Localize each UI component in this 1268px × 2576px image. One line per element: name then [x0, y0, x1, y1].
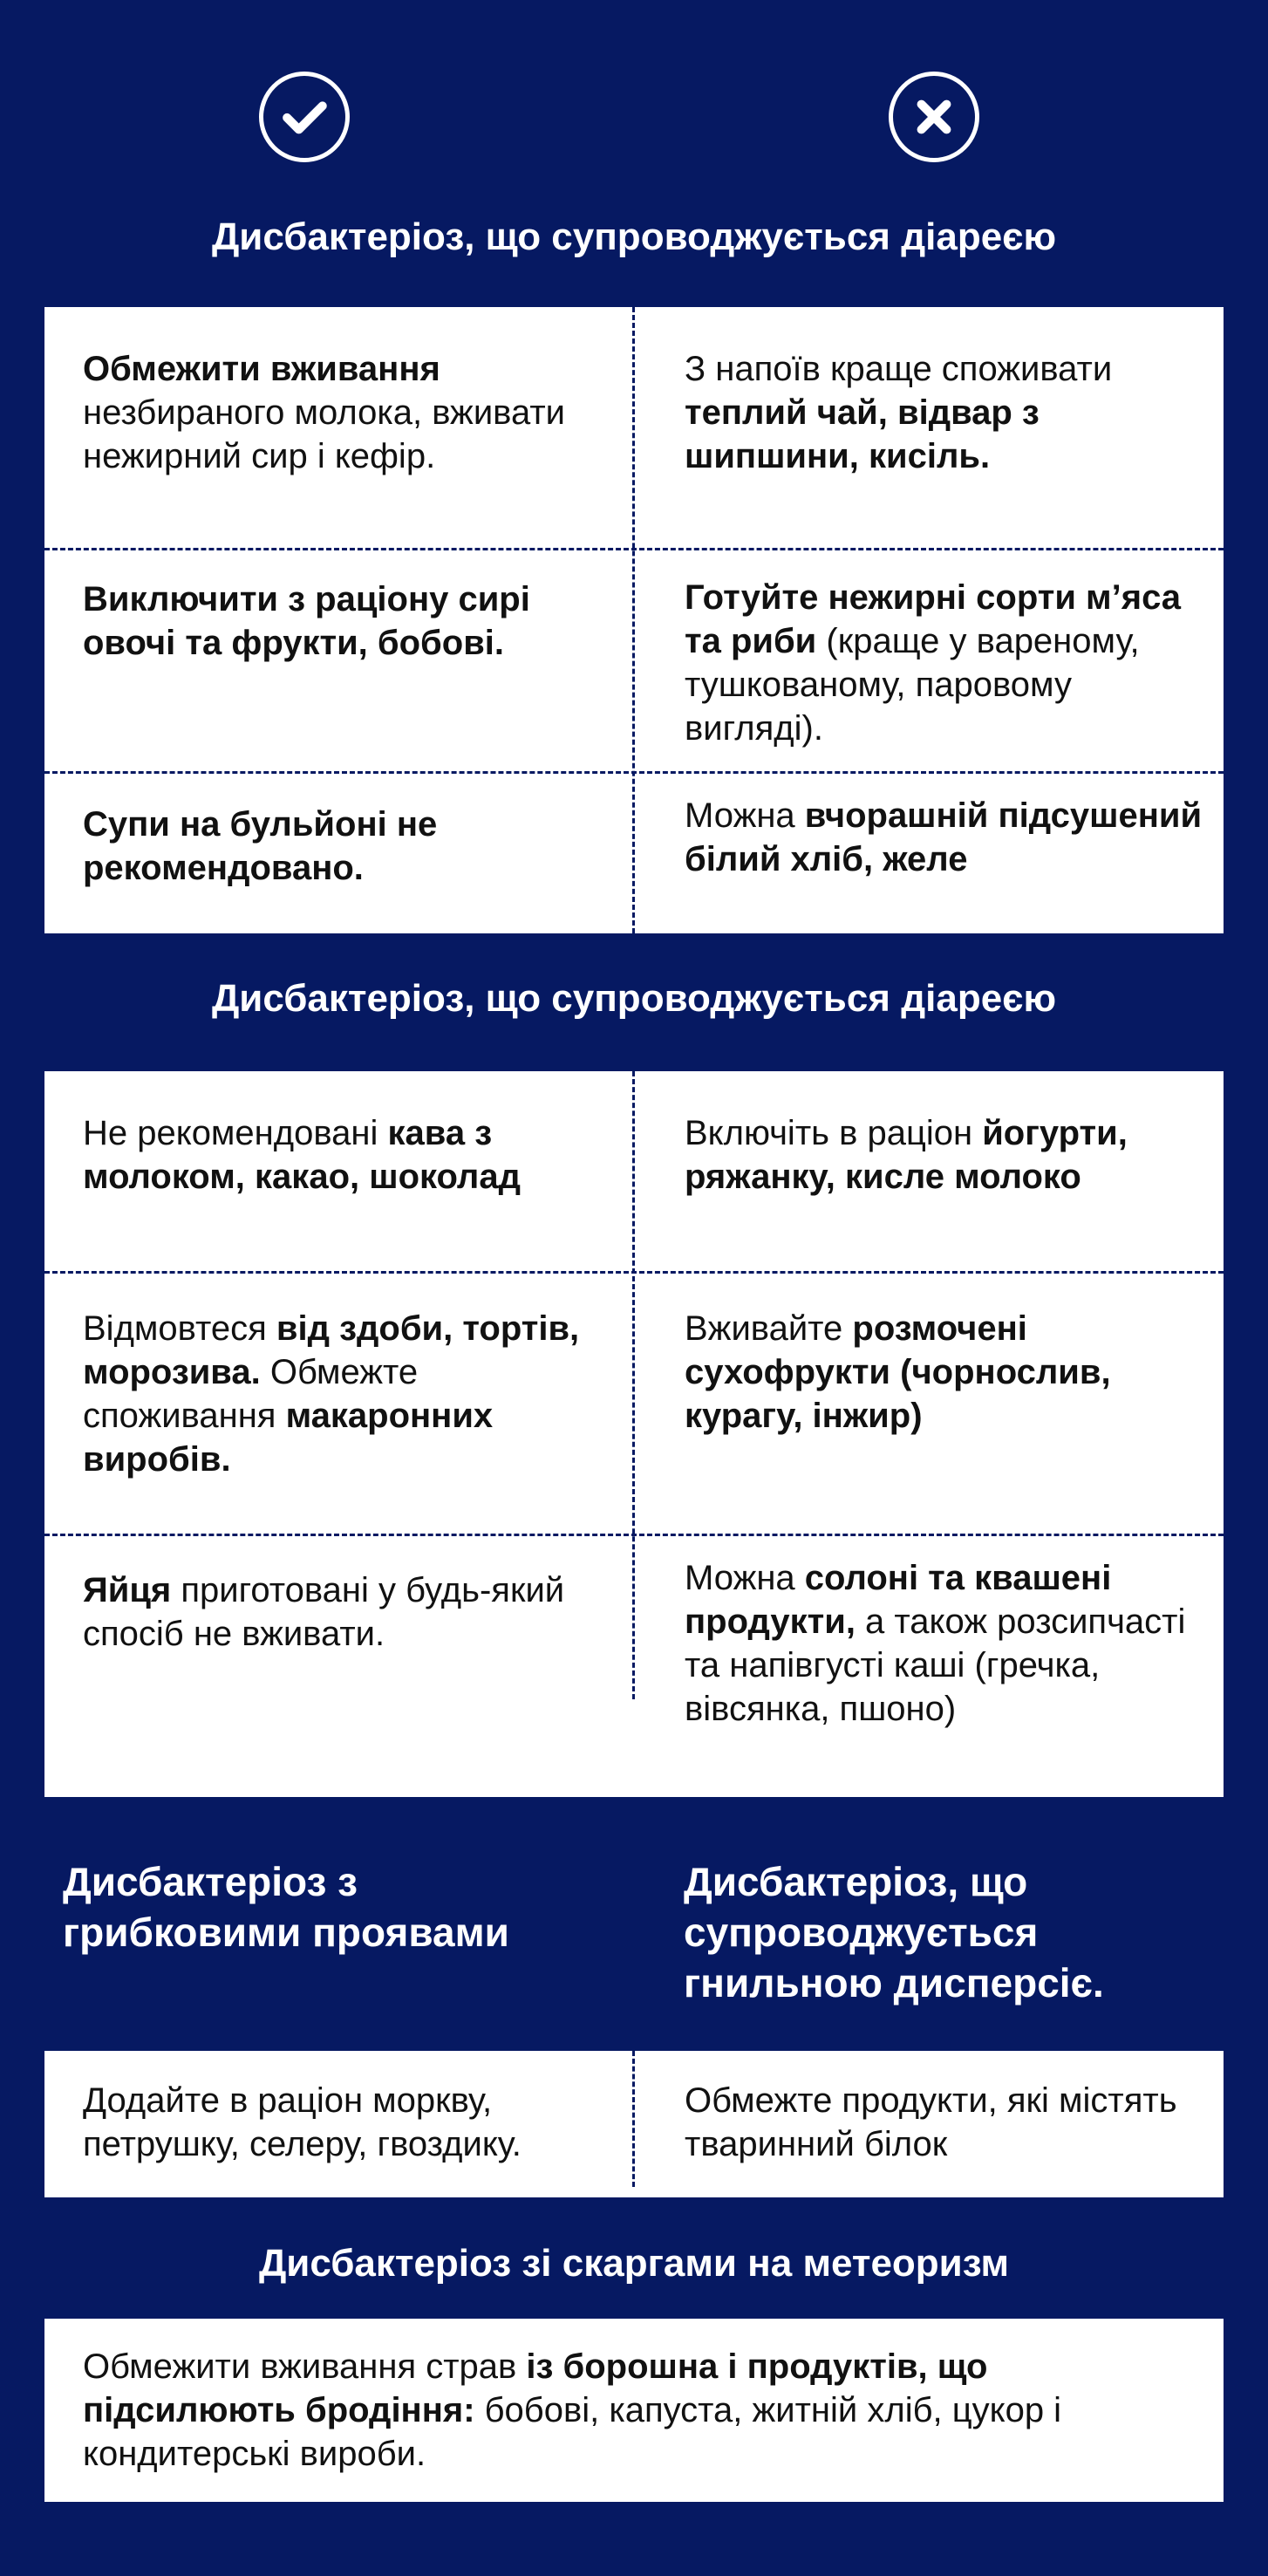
body-text: Не рекомендовані [83, 1114, 388, 1152]
tip-text [83, 2345, 1190, 2476]
emphasis-text: від здоби, тортів, морозива. [83, 1309, 580, 1391]
emphasis-text: Готуйте нежирні сорти м’яса та риби [685, 578, 1182, 660]
section1-card [44, 307, 1224, 933]
emphasis-text: Виключити з раціону сирі овочі та фрукти, бобові. [83, 580, 530, 662]
body-text: незбираного молока, вживати нежирний сир і кефір. [83, 393, 565, 475]
body-text: Вживайте [685, 1309, 853, 1348]
section3-right-title: Дисбактеріоз, що супроводжується гнильною дисперсіє. [684, 1859, 1104, 2005]
tip-text [685, 794, 1217, 881]
tip-text [83, 1111, 606, 1199]
emphasis-text: Обмежити вживання [83, 350, 440, 388]
section4-title: Дисбактеріоз зі скаргами на метеоризм [258, 2242, 1010, 2285]
check-icon [259, 72, 350, 162]
body-text: Додайте в раціон моркву, петрушку, селеру, гвоздику. [83, 2081, 522, 2163]
emphasis-text: макаронних виробів. [83, 1397, 494, 1479]
emphasis-text: кава з молоком, какао, шоколад [83, 1114, 521, 1196]
section3-left-title: Дисбактеріоз з грибковими проявами [63, 1859, 509, 1955]
row-divider [44, 1534, 1224, 1536]
body-text: Обмежте продукти, які містять тваринний білок [685, 2081, 1177, 2163]
row-divider [44, 1271, 1224, 1274]
emphasis-text: Яйця [83, 1571, 172, 1609]
tip-text [685, 1556, 1217, 1731]
emphasis-text: розмочені сухофрукти (чорнослив, курагу, інжир) [685, 1309, 1111, 1435]
tip-text [685, 1307, 1217, 1438]
row-divider [44, 548, 1224, 550]
tip-text [83, 803, 606, 890]
column-divider [632, 1071, 635, 1699]
section2-title: Дисбактеріоз, що супроводжується діареєю [211, 977, 1057, 1020]
emphasis-text: вчорашній підсушений білий хліб, желе [685, 796, 1203, 878]
cross-icon [889, 72, 979, 162]
section4-card [44, 2319, 1224, 2502]
emphasis-text: йогурти, ряжанку, кисле молоко [685, 1114, 1128, 1196]
emphasis-text: солоні та квашені продукти, [685, 1559, 1112, 1641]
tip-text [685, 1111, 1217, 1199]
tip-text [83, 1568, 606, 1656]
body-text: Можна [685, 1559, 805, 1597]
body-text: а також розсипчасті та напівгусті каші (гречка, вівсянка, пшоно) [685, 1602, 1186, 1728]
tip-text [83, 1307, 606, 1481]
body-text: Обмежте споживання [83, 1353, 419, 1435]
section3-card [44, 2051, 1224, 2197]
tip-text [83, 2079, 606, 2166]
section2-card [44, 1071, 1224, 1797]
section1-title: Дисбактеріоз, що супроводжується діареєю [211, 215, 1057, 258]
tip-text [83, 577, 606, 665]
header-icons [0, 0, 1268, 227]
body-text: Можна [685, 796, 805, 835]
row-divider [44, 771, 1224, 774]
tip-text [685, 576, 1217, 750]
body-text: приготовані у будь-який спосіб не вживати. [83, 1571, 565, 1653]
column-divider [632, 307, 635, 933]
body-text: Обмежити вживання страв [83, 2347, 527, 2386]
column-divider [632, 2051, 635, 2187]
body-text: Включіть в раціон [685, 1114, 983, 1152]
body-text: З напоїв краще споживати [685, 350, 1113, 388]
emphasis-text: теплий чай, відвар з шипшини, кисіль. [685, 393, 1040, 475]
emphasis-text: із борошна і продуктів, що підсилюють бродіння: [83, 2347, 988, 2429]
body-text: (краще у вареному, тушкованому, паровому вигляді). [685, 622, 1140, 748]
tip-text [685, 2079, 1217, 2166]
tip-text [685, 347, 1217, 478]
body-text: Відмовтеся [83, 1309, 276, 1348]
emphasis-text: Супи на бульйоні не рекомендовано. [83, 805, 438, 887]
tip-text [83, 347, 606, 478]
body-text: бобові, капуста, житній хліб, цукор і кондитерські вироби. [83, 2391, 1062, 2473]
